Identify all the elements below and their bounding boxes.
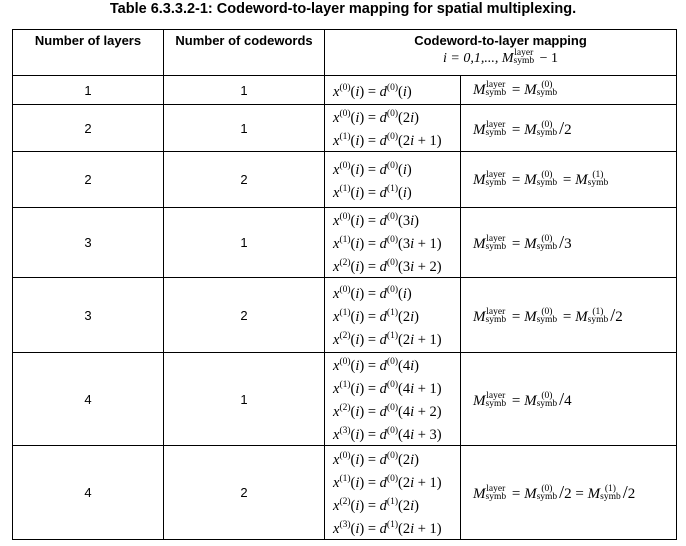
cell-number-of-layers: 3 <box>13 278 164 353</box>
layer-equation: $x^{(1)}(i) = d^{(0)}(2i + 1)$ <box>333 473 442 491</box>
layer-equation: $x^{(0)}(i) = d^{(0)}(2i)$ <box>333 109 419 126</box>
table-row <box>13 353 677 446</box>
table-caption: Table 6.3.3.2-1: Codeword-to-layer mapping for spatial multiplexing. <box>109 1 577 17</box>
header-mapping-title: Codeword-to-layer mapping <box>414 33 587 48</box>
cell-number-of-codewords: 2 <box>164 446 325 540</box>
cell-symbol-count-relation: M layer symb = M (0) symb /3 <box>461 208 677 278</box>
cell-layer-equations <box>325 208 461 278</box>
layer-equation: $x^{(1)}(i) = d^{(0)}(4i + 1)$ <box>333 380 442 397</box>
cell-symbol-count-relation: M layer symb = M (0) symb = M (1) symb /2 <box>461 278 677 353</box>
cell-number-of-codewords: 1 <box>164 353 325 446</box>
table-row <box>13 152 677 208</box>
cell-number-of-codewords: 1 <box>164 208 325 278</box>
layer-equation: $x^{(0)}(i) = d^{(0)}(i)$ <box>333 284 412 302</box>
cell-number-of-codewords: 1 <box>164 105 325 152</box>
layer-equation: $x^{(1)}(i) = d^{(1)}(2i)$ <box>333 307 419 325</box>
table-row <box>13 76 677 105</box>
cell-number-of-codewords: 2 <box>164 152 325 208</box>
cell-number-of-layers: 4 <box>13 446 164 540</box>
cell-symbol-count-relation: M layer symb = M (0) symb /4 <box>461 353 677 446</box>
cell-number-of-layers: 2 <box>13 152 164 208</box>
layer-equation: $x^{(2)}(i) = d^{(0)}(3i + 2)$ <box>333 258 442 275</box>
header-number-of-codewords: Number of codewords <box>164 30 325 76</box>
range-prefix: i = 0,1,..., <box>442 51 502 66</box>
cell-number-of-layers: 4 <box>13 353 164 446</box>
cell-layer-equations <box>325 76 461 105</box>
cell-symbol-count-relation: M layer symb = M (0) symb /2 <box>461 105 677 152</box>
header-number-of-layers: Number of layers <box>13 30 164 76</box>
cell-layer-equations <box>325 152 461 208</box>
header-mapping-range <box>325 49 676 67</box>
cell-number-of-codewords: 1 <box>164 76 325 105</box>
cell-symbol-count-relation: M layer symb = M (0) symb <box>461 76 677 105</box>
layer-equation: $x^{(1)}(i) = d^{(1)}(i)$ <box>333 183 412 201</box>
table-row <box>13 105 677 152</box>
cell-layer-equations <box>325 446 461 540</box>
layer-equation: $x^{(2)}(i) = d^{(0)}(4i + 2)$ <box>333 403 442 420</box>
range-supsub <box>514 49 535 65</box>
table-row <box>13 278 677 353</box>
codeword-layer-mapping-table <box>12 29 677 540</box>
layer-equation: $x^{(0)}(i) = d^{(0)}(2i)$ <box>333 450 419 468</box>
cell-number-of-layers: 2 <box>13 105 164 152</box>
cell-symbol-count-relation: M layer symb = M (0) symb /2 = M (1) symb /2 <box>461 446 677 540</box>
layer-equation: $x^{(0)}(i) = d^{(0)}(i)$ <box>333 160 412 178</box>
range-var: M <box>501 51 514 66</box>
header-row <box>13 30 677 76</box>
range-sup: layer <box>514 48 534 58</box>
layer-equation: $x^{(2)}(i) = d^{(1)}(2i + 1)$ <box>333 330 442 348</box>
table-row <box>13 208 677 278</box>
layer-equation: $x^{(1)}(i) = d^{(0)}(2i + 1)$ <box>333 132 442 149</box>
range-sub: symb <box>513 56 535 66</box>
layer-equation: $x^{(0)}(i) = d^{(0)}(4i)$ <box>333 357 419 374</box>
layer-equation: $x^{(3)}(i) = d^{(1)}(2i + 1)$ <box>333 519 442 537</box>
cell-number-of-layers: 3 <box>13 208 164 278</box>
cell-symbol-count-relation: M layer symb = M (0) symb = M (1) symb <box>461 152 677 208</box>
table-row <box>13 446 677 540</box>
layer-equation: $x^{(3)}(i) = d^{(0)}(4i + 3)$ <box>333 426 442 443</box>
cell-number-of-codewords: 2 <box>164 278 325 353</box>
layer-equation: $x^{(0)}(i) = d^{(0)}(3i)$ <box>333 212 419 229</box>
layer-equation: $x^{(1)}(i) = d^{(0)}(3i + 1)$ <box>333 235 442 252</box>
header-mapping <box>325 30 677 76</box>
cell-layer-equations <box>325 353 461 446</box>
cell-number-of-layers: 1 <box>13 76 164 105</box>
layer-equation: $x^{(0)}(i) = d^{(0)}(i)$ <box>333 82 412 100</box>
cell-layer-equations <box>325 105 461 152</box>
range-suffix: − 1 <box>536 51 558 66</box>
layer-equation: $x^{(2)}(i) = d^{(1)}(2i)$ <box>333 496 419 514</box>
cell-layer-equations <box>325 278 461 353</box>
